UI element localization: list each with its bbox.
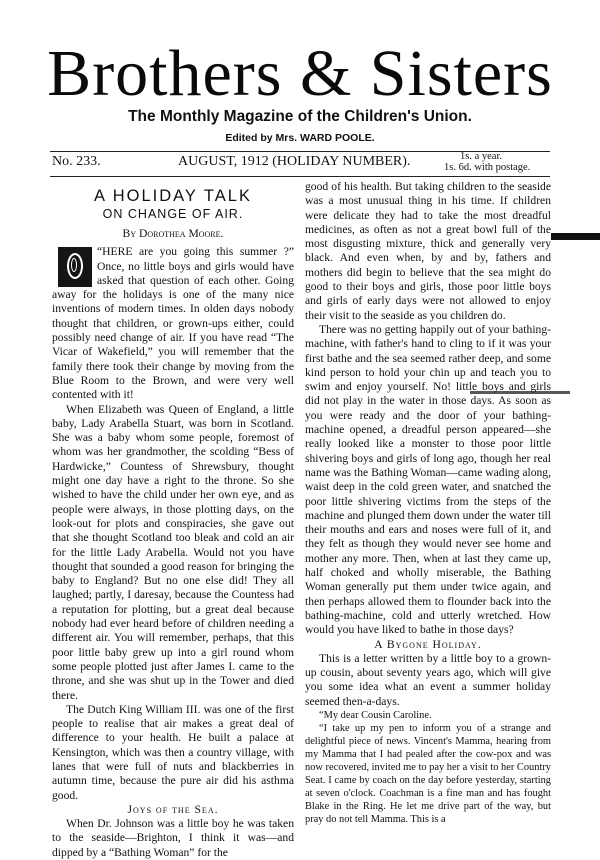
editor-credit: Edited by Mrs. WARD POOLE. xyxy=(225,132,375,144)
right-paragraph: This is a letter written by a little boy to a grown-up cousin, about seventy years ago, which will give you some idea what an event a summer holiday seemed then-a-days. xyxy=(305,651,551,708)
header-rule-bottom xyxy=(50,176,550,177)
letter-salutation: “My dear Cousin Caroline. xyxy=(319,709,432,721)
article-left-column xyxy=(52,180,294,860)
issue-number: No. 233. xyxy=(52,154,101,169)
masthead-title: Brothers & Sisters xyxy=(47,37,553,110)
left-paragraph: When Dr. Johnson was a little boy he was taken to the seaside—Brighton, I think it was—and dipped by a “Bathing Woman” for the xyxy=(52,817,294,859)
article-title: A HOLIDAY TALK xyxy=(94,187,252,205)
right-paragraph: There was no getting happily out of your bathing-machine, with father's hand to cling to if it was your first bathe and the sea seemed rather deep, and some kind person to hold your chin up and teach you to swim and enjoy yourself. No! little boys and girls did not play in the water in those days. As soon as you were ready and the door of your bathing-machine opened, a dreadful person appeared—she really looked like a monster to those poor little shivering boys and girls of long ago, though her real name was the Bathing Woman—came wading along, waist deep in the cold green water, and snatched the poor little shivering victims from the steps of the machine and plunged them down under the water till their mouths and ears and noses were full of it, and they felt as though they would never see home and mother any more. Then, when at last they came up, half choked and wholly miserable, the Bathing Woman generally put them under twice again, and then perhaps allowed them to flounder back into the bathing-machine, cold and utterly wretched. How would you have liked to bathe in those days? xyxy=(305,322,551,637)
right-paragraph: good of his health. But taking children to the seaside was a most unusual thing in his time. If children were delicate they had to take the most dreadful medicines, as often as not a great bowl full of the most disgusting mixture, thick and generally very black. And even when, by and by, fathers and mothers did begin to believe that the sea might do good to their boys and girls, those poor little boys and girls of early days were not allowed to enjoy their visit to the seaside as you children do. xyxy=(305,180,551,322)
left-paragraph: The Dutch King William III. was one of the first people to realise that air makes a great deal of difference to your health. He built a palace at Kensington, which was then a country village, with lanes that were full of nuts and blackberries in autumn time, because the pure air did his asthma good. xyxy=(52,702,294,802)
left-paragraph: When Elizabeth was Queen of England, a little baby, Lady Arabella Stuart, was born in Scotland. She was a baby whom some people, foremost of whom was her grandmother, the scolding “Bess of Hardwicke,” Countess of Shrewsbury, thought might one day have a right to the throne. So she wished to have the child under her own eye, and as people were always, in those plotting days, on the look-out for plots and conspiracies, she gave out that she thought Scotland too bleak and cold an air for the little Lady Arabella. Would not you have thought that sounded a good reason for bringing the baby to England? But no one else did! They all laughed; partly, I daresay, because the Countess had a reputation for plotting, but a great deal because nobody had ever heard before of children needing a different air. You will remember, perhaps, that this poor little baby grew up into a girl round whom some people plotted just after James I. came to the throne, and she was shut up in the Tower and died there. xyxy=(52,402,294,702)
issue-date: AUGUST, 1912 (HOLIDAY NUMBER). xyxy=(178,154,411,169)
dropcap-ornament xyxy=(58,247,92,287)
subhead-joys-of-the-sea: Joys of the Sea. xyxy=(127,802,219,816)
left-paragraph: “HERE are you going this summer ?” Once, no little boys and girls would have asked that question of each other. Going away for the holidays is one of the many nice inventions of modern times. In olden days nobody thought that children, or grown-ups either, could possibly need change of air. If you have read “The Vicar of Wakefield,” you will remember that the family there took their change by moving from the Blue Room to the Brown, and were very well contented with it! xyxy=(52,245,294,402)
price-postage: 1s. 6d. with postage. xyxy=(444,162,531,173)
article-right-column xyxy=(305,180,551,826)
article-subtitle: ON CHANGE OF AIR. xyxy=(102,207,244,221)
subhead-bygone-holiday: A Bygone Holiday. xyxy=(374,637,482,651)
price-year: 1s. a year. xyxy=(460,151,502,162)
letter-block xyxy=(305,709,551,826)
scan-artifact xyxy=(551,233,600,240)
letter-body: “I take up my pen to inform you of a strange and delightful piece of news. Vincent's Mamma, hearing from my Mamma that I had pealed after the cow-pox and was now recovered, invited me to pay her a visit to her Country Seat. I came by coach on the day before yesterday, starting at seven o'clock. Coachman is a fine man and has fought Blake in the Ring. He let me drive part of the way, but pray do not tell Mamma. This is a xyxy=(305,722,551,825)
article-byline: By Dorothea Moore. xyxy=(122,227,224,240)
masthead-subtitle: The Monthly Magazine of the Children's Union. xyxy=(128,108,472,125)
issue-price xyxy=(444,151,530,173)
